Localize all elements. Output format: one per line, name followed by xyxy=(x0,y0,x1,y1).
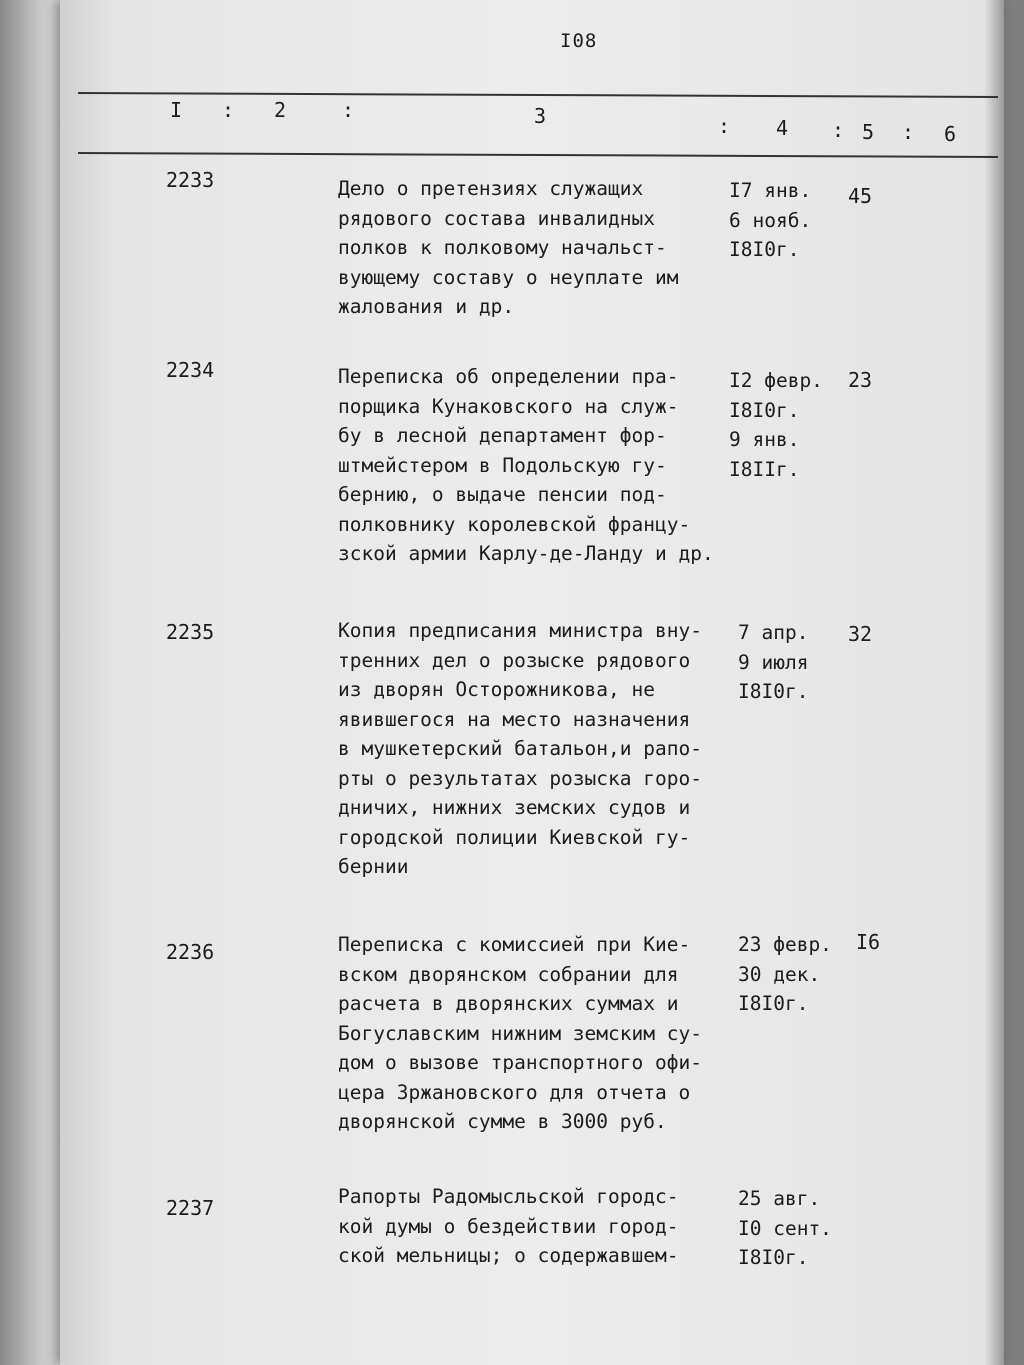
entry-sheet-count: 32 xyxy=(848,622,873,646)
description-line: тренних дел о розыске рядового xyxy=(338,648,691,672)
description-line: цера Зржановского для отчета о xyxy=(338,1080,691,1104)
description-line: явившегося на место назначения xyxy=(338,707,691,731)
description-line: бернию, о выдаче пенсии под- xyxy=(338,483,667,506)
header-separator: : xyxy=(832,118,845,142)
header-col-3: 3 xyxy=(534,104,547,128)
entry-number: 2233 xyxy=(166,168,215,192)
description-line: расчета в дворянских суммах и xyxy=(338,992,679,1015)
entry-description xyxy=(338,1182,728,1271)
description-line: дом о вызове транспортного офи- xyxy=(338,1051,702,1074)
header-separator: : xyxy=(222,98,235,122)
page-edge-shadow xyxy=(984,0,1004,1365)
description-line: полков к полковому начальст- xyxy=(338,236,667,259)
header-col-1: I xyxy=(170,98,183,122)
header-separator: : xyxy=(342,98,355,122)
description-line: Копия предписания министра вну- xyxy=(338,619,702,642)
page-number: I08 xyxy=(560,30,598,52)
date-line: I8IIг. xyxy=(729,457,800,481)
description-line: дворянской сумме в 3000 руб. xyxy=(338,1110,667,1133)
entry-description xyxy=(338,930,728,1137)
description-line: рядового состава инвалидных xyxy=(338,206,655,230)
date-line: I8I0г. xyxy=(729,398,800,422)
entry-dates xyxy=(729,176,829,265)
description-line: вском дворянском собрании для xyxy=(338,962,679,986)
entry-sheet-count: 23 xyxy=(848,368,873,392)
description-line: зской армии Карлу-де-Ланду и др. xyxy=(338,542,714,565)
description-line: порщика Кунаковского на служ- xyxy=(338,394,679,418)
date-line: I2 февр. xyxy=(729,369,823,392)
description-line: в мушкетерский батальон,и рапо- xyxy=(338,737,702,760)
entry-description xyxy=(338,362,728,569)
description-line: кой думы о бездействии город- xyxy=(338,1214,679,1238)
date-line: 9 янв. xyxy=(729,428,800,451)
date-line: I7 янв. xyxy=(729,179,812,202)
description-line: штмейстером в Подольскую гу- xyxy=(338,453,667,477)
description-line: бу в лесной департамент фор- xyxy=(338,424,667,447)
entry-number: 2236 xyxy=(166,940,215,964)
date-line: I0 сент. xyxy=(738,1216,832,1240)
date-line: 6 нояб. xyxy=(729,208,812,232)
date-line: 9 июля xyxy=(738,650,809,674)
entry-sheet-count: 45 xyxy=(848,184,873,208)
description-line: ской мельницы; о содержавшем- xyxy=(338,1244,679,1267)
entry-number: 2237 xyxy=(166,1196,215,1220)
description-line: полковнику королевской францу- xyxy=(338,512,691,536)
date-line: 23 февр. xyxy=(738,933,832,956)
date-line: I8I0г. xyxy=(729,238,800,261)
entry-dates xyxy=(738,618,838,707)
entry-number: 2235 xyxy=(166,620,215,644)
entry-description xyxy=(338,616,728,882)
description-line: рты о результатах розыска горо- xyxy=(338,766,702,790)
description-line: Рапорты Радомысльской городс- xyxy=(338,1185,679,1208)
description-line: Переписка об определении пра- xyxy=(338,365,679,388)
date-line: I8I0г. xyxy=(738,680,809,703)
date-line: I8I0г. xyxy=(738,1246,809,1269)
header-col-6: 6 xyxy=(944,122,957,146)
header-separator: : xyxy=(902,120,915,144)
description-line: дничих, нижних земских судов и xyxy=(338,796,691,819)
entry-number: 2234 xyxy=(166,358,215,382)
date-line: 7 апр. xyxy=(738,621,809,644)
description-line: Переписка с комиссией при Кие- xyxy=(338,933,691,956)
header-col-5: 5 xyxy=(862,120,875,144)
entry-dates xyxy=(738,1184,838,1273)
header-col-2: 2 xyxy=(274,98,287,122)
header-separator: : xyxy=(718,114,731,138)
description-line: жалования и др. xyxy=(338,295,515,318)
date-line: 30 дек. xyxy=(738,962,821,986)
description-line: бернии xyxy=(338,855,409,878)
description-line: Дело о претензиях служащих xyxy=(338,177,644,200)
description-line: Богуславским нижним земским су- xyxy=(338,1021,702,1045)
entry-dates xyxy=(738,930,838,1019)
date-line: 25 авг. xyxy=(738,1187,821,1210)
entry-dates xyxy=(729,366,829,484)
entry-description xyxy=(338,174,728,322)
description-line: вующему составу о неуплате им xyxy=(338,265,679,289)
description-line: городской полиции Киевской гу- xyxy=(338,825,691,849)
entry-sheet-count: I6 xyxy=(856,930,881,954)
description-line: из дворян Осторожникова, не xyxy=(338,678,655,701)
header-col-4: 4 xyxy=(776,116,789,140)
date-line: I8I0г. xyxy=(738,992,809,1015)
